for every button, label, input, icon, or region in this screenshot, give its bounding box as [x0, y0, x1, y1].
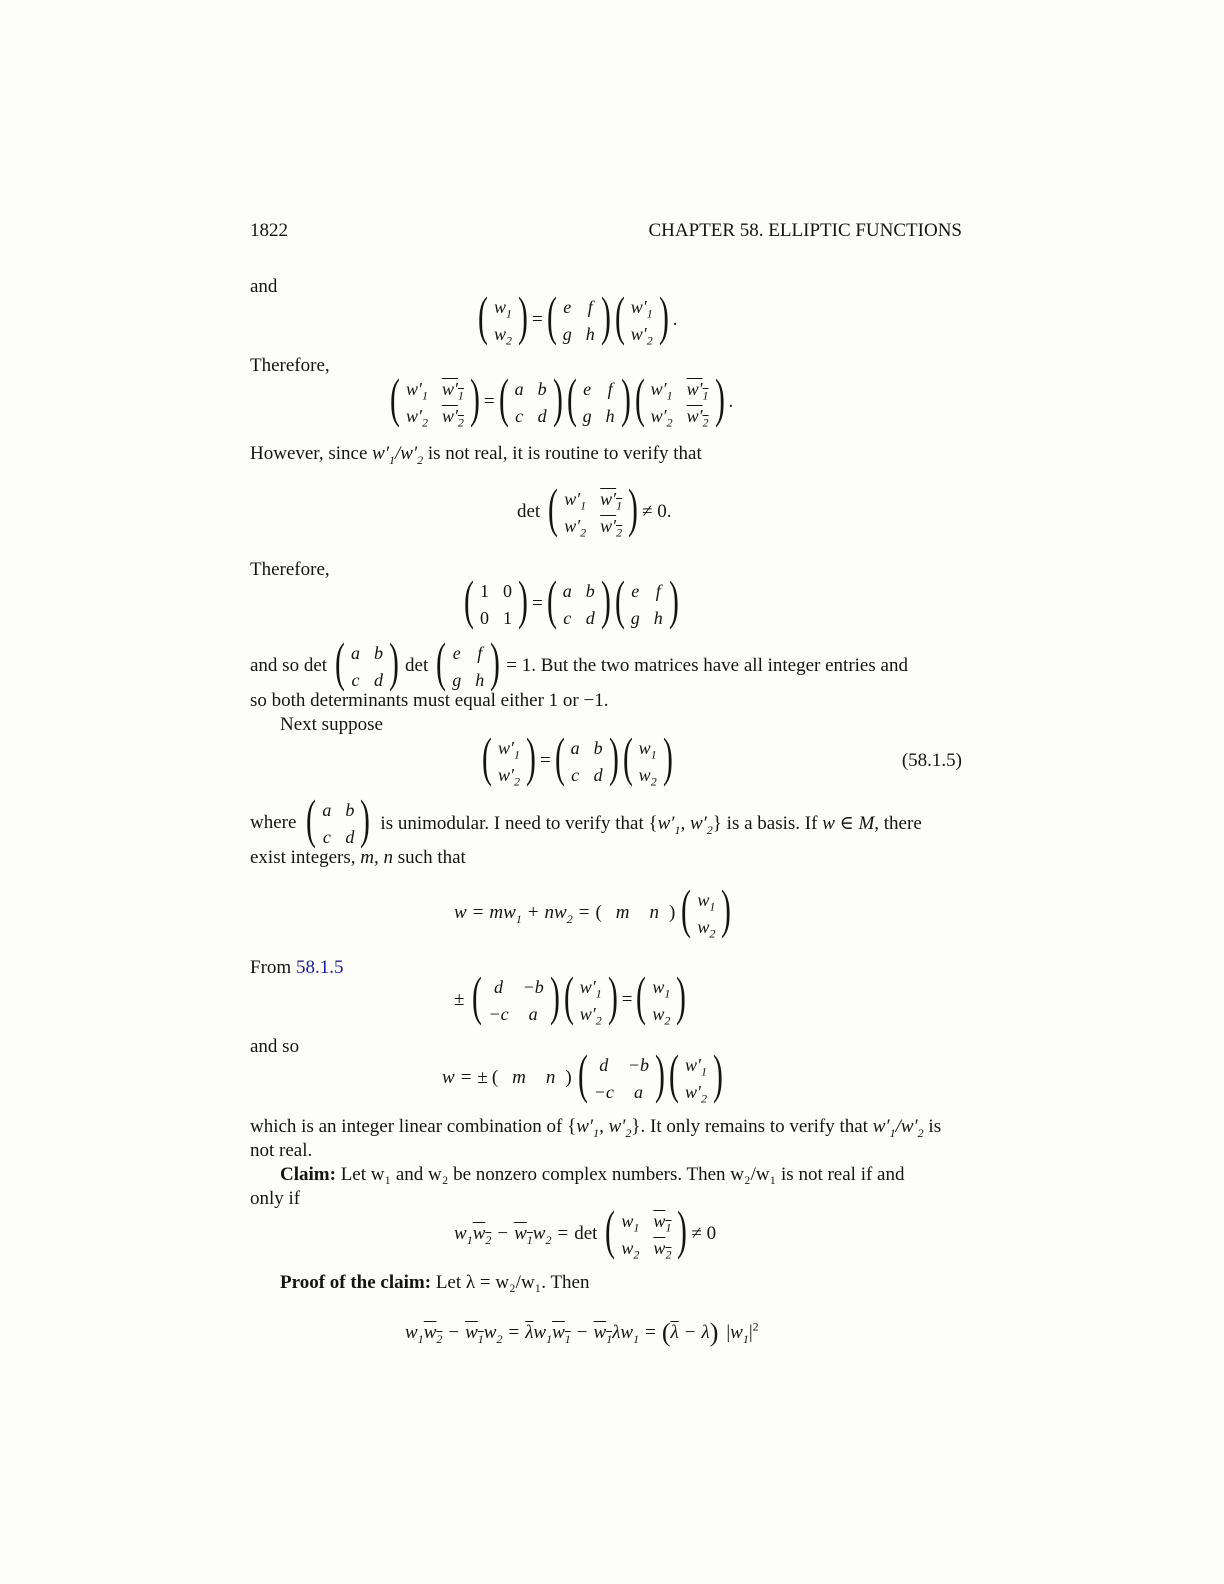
- text-where-unimodular: where ( a b c d ) is unimodular. I need to verify that {$w'_1$, $w'_2$} is a basis. If w ∈ M, there: [250, 789, 922, 849]
- text-exist-integers: exist integers, m, n such that: [250, 847, 466, 868]
- equation-w-integer-combination: w = ± ( m n ) ( d −b −c a ) ( $w'_1$ $w'_2$ ): [442, 1044, 723, 1106]
- equation-identity: ( 1 0 0 1 ) = ( a b c d ) ( e f g h ): [464, 570, 679, 630]
- text-from: From 58.1.5: [250, 957, 344, 978]
- text-therefore-2: Therefore,: [250, 559, 330, 580]
- text-therefore-1: Therefore,: [250, 355, 330, 376]
- text-and-so-det: and so det ( a b c d ) det ( e f g h ) = 1. But the two matrices have all integer entries and: [250, 632, 908, 692]
- equation-proof: $w_1w_2$ − $w_1w_2$ = $\overline{\lambda}w_1w_1$ − $w_1\lambda w_1$ = ( $\overline{\lambda}$ − λ ) $|w_1|^2$: [405, 1318, 759, 1347]
- text-and: and: [250, 276, 278, 297]
- equation-w-transform: ( $w_1$ $w_2$ ) = ( e f g h ) ( $w'_1$ $w'_2$ ) .: [478, 286, 678, 348]
- text-which-is: which is an integer linear combination of {$w'_1$, $w'_2$}. It only remains to verify that $w'_1/w'_2$ is: [250, 1116, 942, 1140]
- equation-ref-link[interactable]: 58.1.5: [295, 957, 344, 978]
- equation-claim-det: $w_1w_2$ − $w_1w_2$ = det ( $w_1$ $w_1$ $w_2$ $w_2$ ) ≠ 0: [454, 1200, 717, 1262]
- text-both-determinants: so both determinants must equal either 1 or −1.: [250, 690, 609, 711]
- proof-paragraph: Proof of the claim: Let λ = w₂/w₁. Then: [280, 1272, 590, 1293]
- text-next-suppose: Next suppose: [280, 714, 383, 735]
- equation-inverse: ± ( d −b −c a ) ( $w'_1$ $w'_2$ ) = ( $w_1$ $w_2$ ): [454, 966, 687, 1028]
- equation-58-1-5: ( $w'_1$ $w'_2$ ) = ( a b c d ) ( $w_1$ $w_2$ ): [482, 727, 673, 789]
- equation-w-combination: w = $mw_1$ + $nw_2$ = ( m n ) ( $w_1$ $w_2$ ): [454, 879, 732, 941]
- equation-basis-product: ( $w'_1$ $w'_1$ $w'_2$ $w'_2$ ) = ( a b c d ) ( e f g h ) ( $w'_1$ $w'_1$ $w'_2$ $w'_2$ ) .: [390, 368, 734, 430]
- running-title: CHAPTER 58. ELLIPTIC FUNCTIONS: [648, 220, 962, 241]
- equation-det-nonzero: det ( $w'_1$ $w'_1$ $w'_2$ $w'_2$ ) ≠ 0.: [517, 478, 672, 540]
- text-and-so: and so: [250, 1036, 300, 1057]
- text-only-if: only if: [250, 1188, 301, 1209]
- equation-number: (58.1.5): [901, 750, 962, 771]
- claim-paragraph: Claim: Let w₁ and w₂ be nonzero complex numbers. Then w₂/w₁ is not real if and: [280, 1164, 905, 1185]
- text-not-real: not real.: [250, 1140, 313, 1161]
- page-number: 1822: [250, 220, 288, 241]
- text-however: However, since $w'_1/w'_2$ is not real, it is routine to verify that: [250, 443, 702, 467]
